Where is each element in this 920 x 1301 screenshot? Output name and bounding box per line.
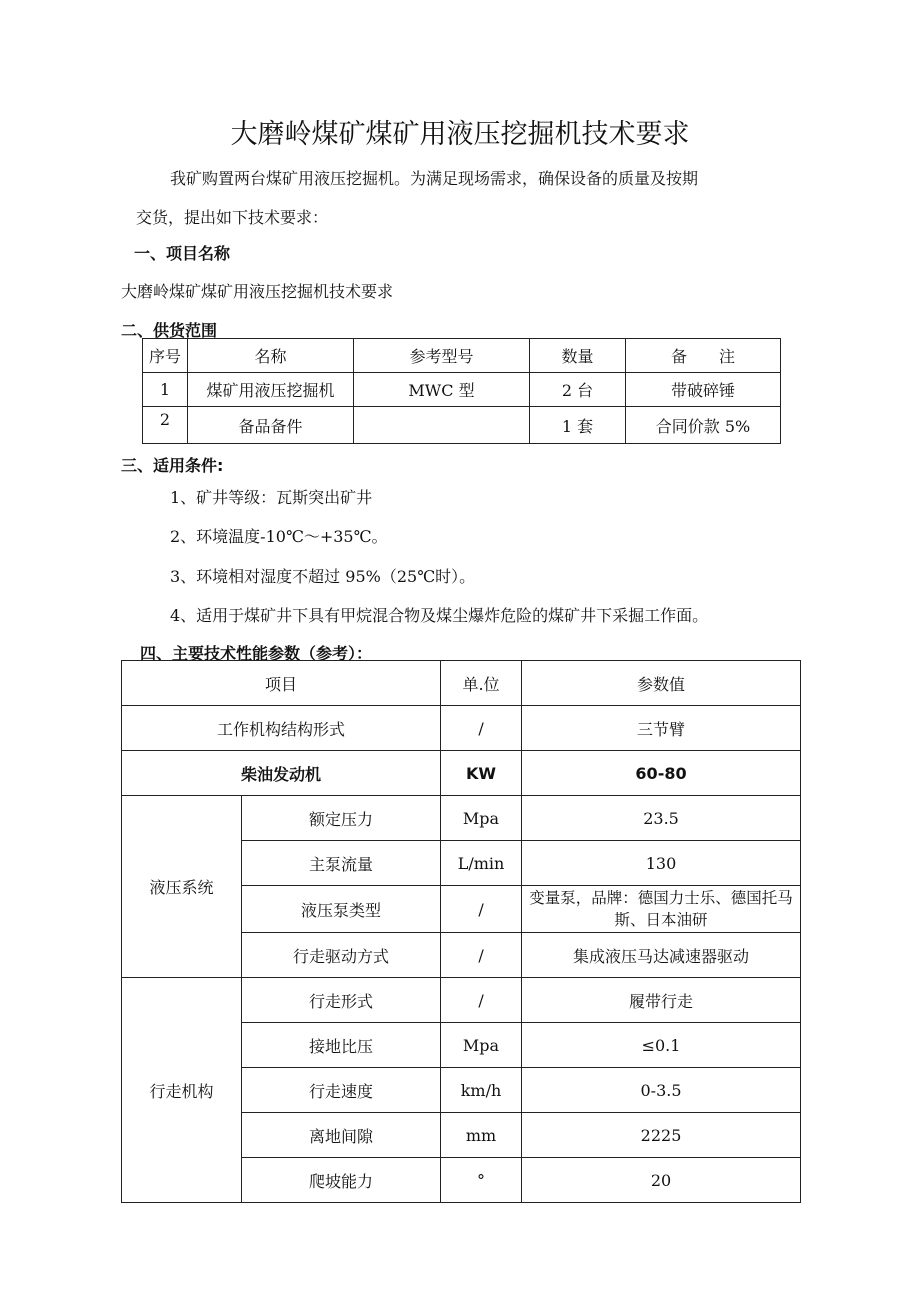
table-cell: 行走驱动方式: [242, 933, 441, 978]
parameters-table: [121, 660, 801, 1203]
table-cell: /: [441, 886, 522, 933]
condition-item: 4、适用于煤矿井下具有甲烷混合物及煤尘爆炸危险的煤矿井下采掘工作面。: [170, 606, 709, 625]
header-cell: 名称: [188, 339, 354, 373]
table-cell: °: [441, 1158, 522, 1203]
table-cell: 变量泵，品牌：德国力士乐、德国托马斯、日本油研: [522, 886, 801, 933]
table-cell: 主泵流量: [242, 841, 441, 886]
table-row: [143, 373, 781, 407]
table-cell: ≤0.1: [522, 1023, 801, 1068]
table-row: [122, 706, 801, 751]
table-cell: 2225: [522, 1113, 801, 1158]
table-cell: 行走速度: [242, 1068, 441, 1113]
table-cell: Mpa: [441, 1023, 522, 1068]
table-cell: 额定压力: [242, 796, 441, 841]
condition-item: 3、环境相对湿度不超过 95%（25℃时）。: [170, 567, 476, 586]
intro-line-2: 交货，提出如下技术要求：: [136, 208, 329, 227]
table-cell: 三节臂: [522, 706, 801, 751]
condition-item: 2、环境温度-10℃～+35℃。: [170, 527, 388, 546]
condition-item: 1、矿井等级：瓦斯突出矿井: [170, 488, 373, 507]
table-cell: [354, 407, 530, 444]
header-cell: 项目: [122, 661, 441, 706]
table-cell: 接地比压: [242, 1023, 441, 1068]
table-cell: 柴油发动机: [122, 751, 441, 796]
table-row: [122, 661, 801, 706]
table-cell: MWC 型: [354, 373, 530, 407]
table-cell: 履带行走: [522, 978, 801, 1023]
table-cell: Mpa: [441, 796, 522, 841]
table-cell: mm: [441, 1113, 522, 1158]
table-cell: 合同价款 5%: [626, 407, 781, 444]
group-cell: 液压系统: [122, 796, 242, 978]
table-cell: 20: [522, 1158, 801, 1203]
section-1-heading: 一、项目名称: [134, 244, 231, 263]
table-row: [143, 407, 781, 444]
table-cell: /: [441, 978, 522, 1023]
table-cell: 备品备件: [188, 407, 354, 444]
section-3-heading: 三、适用条件:: [121, 456, 224, 475]
table-row: [122, 751, 801, 796]
group-cell: 行走机构: [122, 978, 242, 1203]
header-cell: 备 注: [626, 339, 781, 373]
table-cell: km/h: [441, 1068, 522, 1113]
table-cell: 2 台: [530, 373, 626, 407]
project-name: 大磨岭煤矿煤矿用液压挖掘机技术要求: [121, 282, 394, 301]
table-cell: /: [441, 706, 522, 751]
table-cell: 工作机构结构形式: [122, 706, 441, 751]
table-cell: 1: [143, 373, 188, 407]
header-cell: 参数值: [522, 661, 801, 706]
table-cell: 带破碎锤: [626, 373, 781, 407]
table-cell: 离地间隙: [242, 1113, 441, 1158]
table-cell: KW: [441, 751, 522, 796]
supply-table: [142, 338, 781, 444]
header-cell: 参考型号: [354, 339, 530, 373]
table-cell: 爬坡能力: [242, 1158, 441, 1203]
table-cell: 行走形式: [242, 978, 441, 1023]
table-cell: 130: [522, 841, 801, 886]
table-cell: 2: [143, 407, 188, 444]
page-title: 大磨岭煤矿煤矿用液压挖掘机技术要求: [230, 119, 690, 150]
section-4-heading: 四、主要技术性能参数（参考）：: [140, 644, 373, 663]
table-cell: 1 套: [530, 407, 626, 444]
table-cell: 0-3.5: [522, 1068, 801, 1113]
table-cell: 集成液压马达减速器驱动: [522, 933, 801, 978]
header-cell: 序号: [143, 339, 188, 373]
table-row: [122, 978, 801, 1023]
table-cell: 23.5: [522, 796, 801, 841]
table-cell: 煤矿用液压挖掘机: [188, 373, 354, 407]
table-cell: /: [441, 933, 522, 978]
table-cell: 液压泵类型: [242, 886, 441, 933]
table-row: [143, 339, 781, 373]
intro-line-1: 我矿购置两台煤矿用液压挖掘机。为满足现场需求，确保设备的质量及按期: [170, 169, 699, 188]
header-cell: 单.位: [441, 661, 522, 706]
header-cell: 数量: [530, 339, 626, 373]
table-cell: 60-80: [522, 751, 801, 796]
table-row: [122, 796, 801, 841]
section-2-heading: 二、供货范围: [121, 321, 218, 340]
table-cell: L/min: [441, 841, 522, 886]
